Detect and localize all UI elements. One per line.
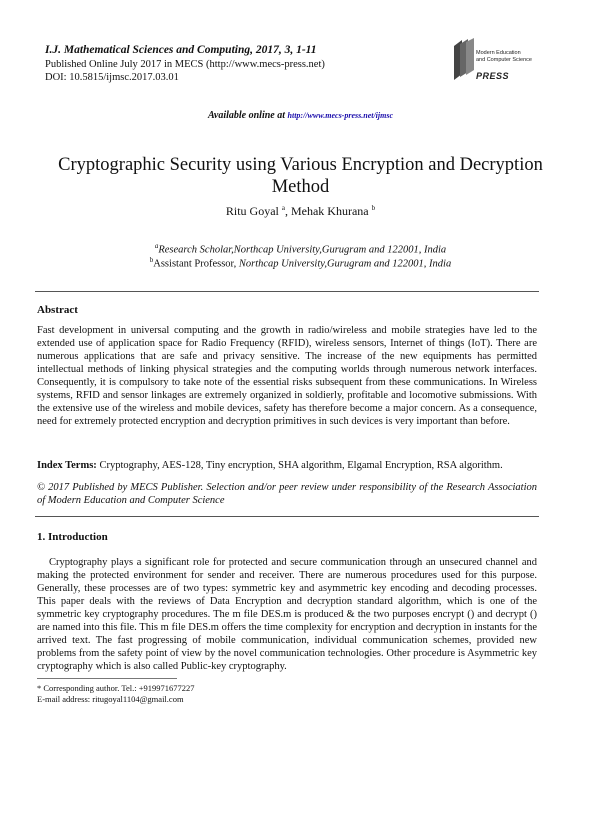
author-1: Ritu Goyal <box>225 204 279 218</box>
journal-citation: I.J. Mathematical Sciences and Computing, 2017, 3, 1-11 <box>45 44 317 56</box>
affiliation-b: $^b$Assistant Professor, Northcap University,Gurugram and 122001, India <box>149 256 452 270</box>
author-2-affil-mark: b <box>371 204 376 212</box>
introduction-heading: 1. Introduction <box>37 531 108 543</box>
author-2: Mehak Khurana <box>290 204 369 218</box>
copyright-notice: © 2017 Published by MECS Publisher. Selection and/or peer review under responsibility of the Research Association of Modern Education and Computer Science <box>37 482 537 506</box>
book-stack-icon <box>452 38 476 82</box>
available-online <box>0 110 601 121</box>
logo-press: PRESS <box>476 71 510 81</box>
abstract-heading: Abstract <box>37 304 78 316</box>
divider-top <box>35 291 539 292</box>
publisher-logo <box>452 38 562 86</box>
index-terms-text: Cryptography, AES-128, Tiny encryption, SHA algorithm, Elgamal Encryption, RSA algorithm. <box>99 460 503 471</box>
index-terms-label: Index Terms: <box>37 460 97 471</box>
abstract-text: Fast development in universal computing and the growth in radio/wireless and mobile strategies have led to the extended use of application space for Radio Frequency (RFID), wireless sensors, Internet of things (IoT). There are numerous applications that are safe and privacy sensitive. The increase of the new equipments has permitted intellectual methods of linking physical strategies and the computing worlds through numerous network interfaces. Consequently, it is compulsory to take note of the essential risks subsequent from these communications. In Wireless systems, RFID and sensor linkages are extremely organized in soldierly, profitable and locomotive submissions. With the extensive use of the wireless and mobile devices, safety has therefore become a major concern. As a consequence, need for extremely protected encryption and decryption primitives in such devices is very important than before. <box>37 325 537 427</box>
paper-title: Cryptographic Security using Various Encryption and Decryption Method <box>58 155 543 197</box>
journal-url-link[interactable]: http://www.mecs-press.net/ijmsc <box>287 111 394 120</box>
divider-bottom <box>35 516 539 517</box>
author-1-affil-mark: a <box>281 204 285 212</box>
available-label: Available online at <box>207 110 286 121</box>
footnote-corresponding: * Corresponding author. Tel.: +919971677227 <box>37 683 195 693</box>
index-terms <box>37 459 537 472</box>
introduction-text: Cryptography plays a significant role for protected and secure communication through an unsecured channel and making the protected environment for sender and receiver. There are numerous procedures used for this purpose. Generally, these processes are of two types: symmetric key and asymmetric key encoding and decoding processes. This paper deals with the reviews of Data Encryption and decryption standard algorithm, which is one of the symmetric key cryptography procedures. The m file DES.m is produced & the two purposes encrypt () and decrypt () are named into this file. This m file DES.m offers the time complexity for encryption and decryption in instants for the arrived text. The fast progressing of mobile communication, individual communication schemes, provided new problems from the safety point of view by the novel communication technologies. Other procedure is Asymmetric key cryptography which is also called Public-key cryptography. <box>37 557 537 672</box>
affiliation-a: $^a$Research Scholar,Northcap University,Gurugram and 122001, India <box>154 242 447 256</box>
doi-line: DOI: 10.5815/ijmsc.2017.03.01 <box>45 72 179 83</box>
footnote-email: E-mail address: ritugoyal1104@gmail.com <box>37 694 184 704</box>
published-online-line: Published Online July 2017 in MECS (http://www.mecs-press.net) <box>45 59 325 70</box>
logo-text: Modern Education and Computer Science <box>476 50 532 63</box>
author-list: Ritu Goyal $^a$, Mehak Khurana $^b$ <box>225 204 376 218</box>
footnote-rule <box>37 678 177 679</box>
